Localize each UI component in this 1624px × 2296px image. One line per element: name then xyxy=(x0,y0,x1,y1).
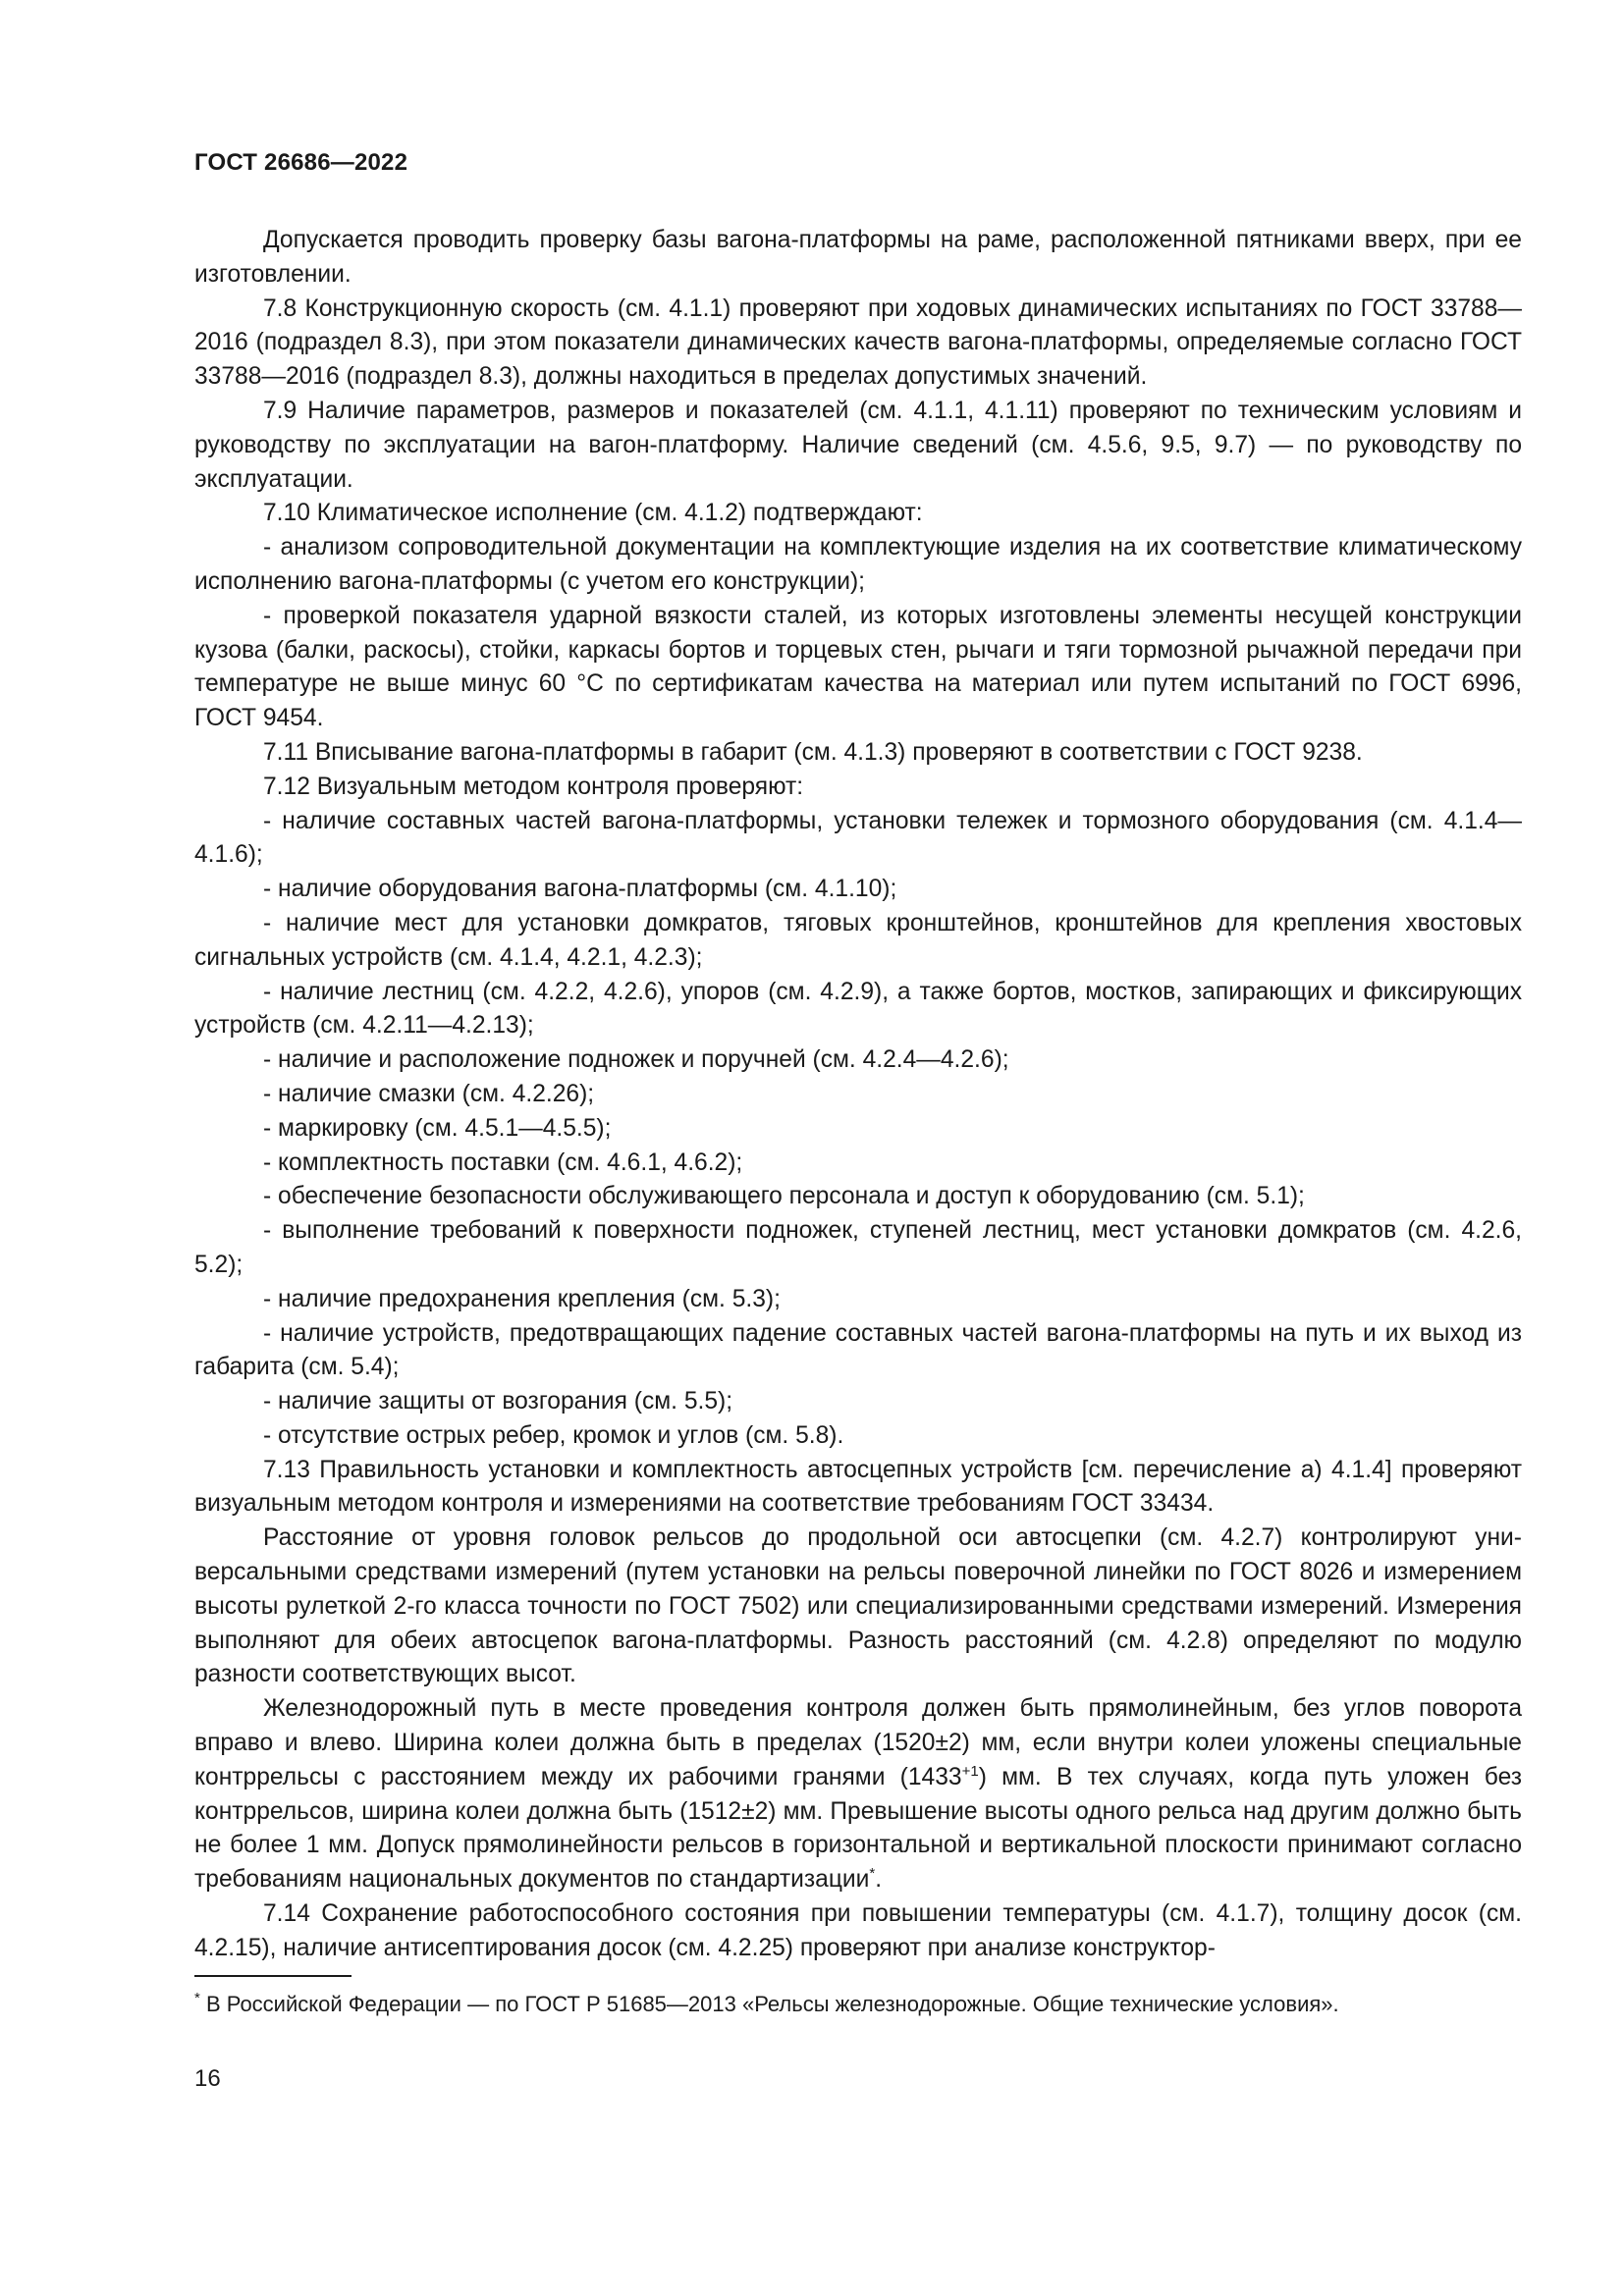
list-item: - комплектность поставки (см. 4.6.1, 4.6.2); xyxy=(263,1148,743,1176)
list-item: - наличие оборудования вагона-платформы (см. 4.1.10); xyxy=(263,876,897,903)
list-item: - маркировку (см. 4.5.1—4.5.5); xyxy=(263,1114,612,1142)
paragraph: 7.11 Вписывание вагона-платформы в габарит (см. 4.1.3) проверяют в соответствии с ГОСТ 9238. xyxy=(263,738,1363,766)
footnote-divider xyxy=(194,1975,352,1977)
footnote-text: В Российской Федерации — по ГОСТ Р 51685—2013 «Рельсы железнодорожные. Общие технические условия». xyxy=(199,1992,1339,2016)
list-item: - наличие составных частей вагона-платформы, установки тележек и тормозного оборудования (см. 4.1.4—4.1.6); xyxy=(194,807,1522,869)
paragraph: 7.12 Визуальным методом контроля проверяют: xyxy=(263,773,804,800)
page-number: 16 xyxy=(194,2065,221,2092)
tolerance-superscript: +1 xyxy=(961,1762,979,1780)
paragraph: 7.10 Климатическое исполнение (см. 4.1.2) подтверждают: xyxy=(263,500,923,527)
rail-text-1: Железнодорожный путь в месте проведения контроля должен быть прямолинейным, без углов поворота вправо и влево. Ширина колеи должна быть в пределах (1520±2) мм, если внутри колеи уложены специальные контррельсы с расстоянием между их рабочими гранями (1433 xyxy=(194,1695,1522,1790)
paragraph: 7.8 Конструкционную скорость (см. 4.1.1) проверяют при ходовых динамических испытаниях по ГОСТ 33788—2016 (подраздел 8.3), при этом показатели динамических качеств вагона-платформы, определяемые согласно ГОСТ 33788—2016 (подраздел 8.3), должны находиться в пределах допустимых значений. xyxy=(194,294,1522,391)
paragraph xyxy=(194,1692,1522,1897)
list-item: - наличие защиты от возгорания (см. 5.5); xyxy=(263,1388,733,1415)
list-item: - отсутствие острых ребер, кромок и углов (см. 5.8). xyxy=(263,1421,844,1449)
rail-text-2: ) мм. В тех случаях, когда путь уложен без контррельсов, ширина колеи должна быть (1512±2) мм. Превышение высоты одного рельса над другим должно быть не более 1 мм. Допуск прямолинейности рельсов в горизонтальной и вертикальной плоскости принимают согласно требованиям национальных документов по стандартизации xyxy=(194,1763,1523,1894)
paragraph: Расстояние от уровня головок рельсов до продольной оси автосцепки (см. 4.2.7) контролируют универсальными средствами измерений (путем установки на рельсы поверочной линейки по ГОСТ 8026 и измерением высоты рулеткой 2-го класса точности по ГОСТ 7502) или специализированными средствами измерений. Измерения выполняют для обеих автосцепок вагона-платформы. Разность расстояний (см. 4.2.8) определяют по модулю разности соответствующих высот. xyxy=(194,1524,1522,1688)
list-item: - наличие смазки (см. 4.2.26); xyxy=(263,1080,595,1107)
paragraph: 7.9 Наличие параметров, размеров и показателей (см. 4.1.1, 4.1.11) проверяют по техническим условиям и руководству по эксплуатации на вагон-платформу. Наличие сведений (см. 4.5.6, 9.5, 9.7) — по руководству по эксплуатации. xyxy=(194,397,1522,493)
list-item: - проверкой показателя ударной вязкости сталей, из которых изготовлены элементы несущей конструкции кузова (балки, раскосы), стойки, каркасы бортов и торцевых стен, рычаги и тяги тормозной рычажной передачи при температуре не выше минус 60 °С по сертификатам качества на материал или путем испытаний по ГОСТ 6996, ГОСТ 9454. xyxy=(194,602,1522,732)
list-item: - наличие предохранения крепления (см. 5.3); xyxy=(263,1285,781,1312)
paragraph: 7.13 Правильность установки и комплектность автосцепных устройств [см. перечисление а) 4.1.4] проверяют визуальным методом контроля и измерениями на соответствие требованиям ГОСТ 33434. xyxy=(194,1456,1522,1518)
list-item: - обеспечение безопасности обслуживающего персонала и доступ к оборудованию (см. 5.1); xyxy=(263,1183,1305,1210)
list-item: - анализом сопроводительной документации на комплектующие изделия на их соответствие климатическому исполнению вагона-платформы (с учетом его конструкции); xyxy=(194,534,1522,595)
paragraph: 7.14 Сохранение работоспособного состояния при повышении температуры (см. 4.1.7), толщину досок (см. 4.2.15), наличие антисептирования досок (см. 4.2.25) проверяют при анализе конструктор- xyxy=(194,1900,1522,1961)
list-item: - выполнение требований к поверхности подножек, ступеней лестниц, мест установки домкратов (см. 4.2.6, 5.2); xyxy=(194,1217,1522,1278)
document-header: ГОСТ 26686—2022 xyxy=(194,149,408,176)
rail-text-3: . xyxy=(875,1866,883,1894)
list-item: - наличие мест для установки домкратов, тяговых кронштейнов, кронштейнов для крепления хвостовых сигнальных устройств (см. 4.1.4, 4.2.1, 4.2.3); xyxy=(194,909,1522,971)
paragraph: Допускается проводить проверку базы вагона-платформы на раме, расположенной пятниками вверх, при ее изготовлении. xyxy=(194,227,1522,288)
footnote-marker: * xyxy=(194,1990,200,2006)
list-item: - наличие устройств, предотвращающих падение составных частей вагона-платформы на путь и их выход из габарита (см. 5.4); xyxy=(194,1319,1522,1381)
list-item: - наличие и расположение подножек и поручней (см. 4.2.4—4.2.6); xyxy=(263,1046,1009,1074)
footnote-reference[interactable]: * xyxy=(869,1865,876,1883)
body-text xyxy=(194,224,1522,1966)
footnote xyxy=(194,1989,1522,2019)
list-item: - наличие лестниц (см. 4.2.2, 4.2.6), упоров (см. 4.2.9), а также бортов, мостков, запирающих и фиксирующих устройств (см. 4.2.11—4.2.13); xyxy=(194,978,1522,1040)
